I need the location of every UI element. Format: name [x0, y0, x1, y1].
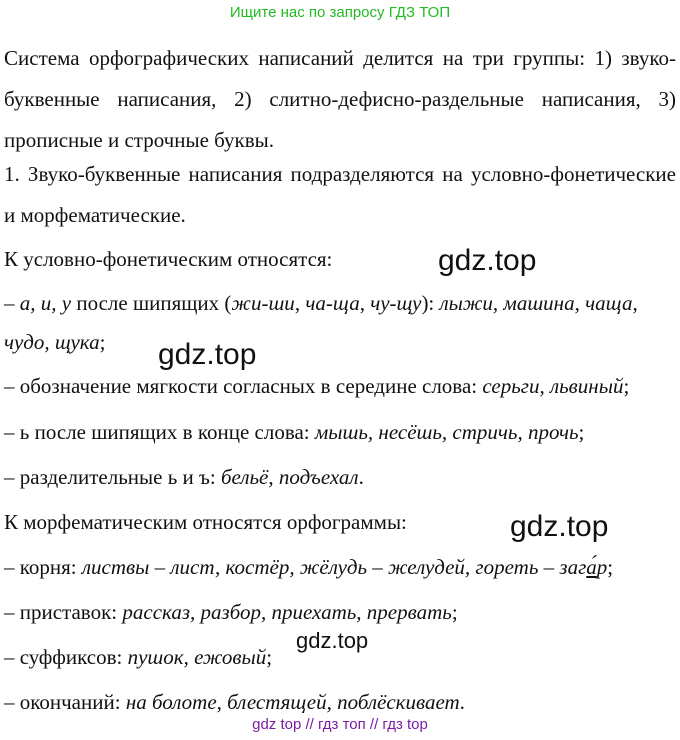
- footer-link[interactable]: gdz top // гдз топ // гдз top: [252, 716, 428, 733]
- letters: а, и, у: [19, 291, 72, 315]
- words: мышь, несёшь, стричь, прочь: [314, 420, 579, 444]
- example: жи-ши: [231, 291, 295, 315]
- list-item-soft-sign: [4, 419, 676, 445]
- text: – приставок:: [4, 600, 123, 624]
- phonetic-heading: К условно-фонетическим относятся:: [4, 247, 333, 271]
- words: бельё, подъехал: [220, 465, 359, 489]
- list-item-separating: [4, 464, 676, 490]
- punctuation: ;: [623, 374, 630, 398]
- text: после шипящих (: [71, 291, 232, 315]
- list-item-root: [4, 554, 676, 580]
- words: р: [596, 555, 608, 579]
- point-one-paragraph: 1. Звуко-буквенные написания подразделяются на условно-фонетические и морфематические.: [4, 162, 676, 227]
- punctuation: ;: [451, 600, 458, 624]
- words: серьги, львиный: [482, 374, 624, 398]
- letters: ь и ъ: [167, 465, 210, 489]
- dash: –: [4, 420, 20, 444]
- watermark: gdz.top: [510, 510, 609, 543]
- words: на болоте, блестящей, поблёскивает: [125, 690, 460, 714]
- text: – корня:: [4, 555, 82, 579]
- words: рассказ, разбор, приехать, прервать: [122, 600, 452, 624]
- text: ):: [421, 291, 440, 315]
- words: лыжи, машина, чаща,: [439, 291, 638, 315]
- intro-paragraph: Система орфографических написаний делится на три группы: 1) звуко-буквенные написания, 2) слитно-дефисно-раздельные написания, 3) прописные и строчные буквы.: [4, 46, 676, 152]
- list-item-prefix: [4, 599, 676, 625]
- example: чу-щу: [370, 291, 422, 315]
- punctuation: .: [358, 465, 364, 489]
- dash: –: [4, 291, 20, 315]
- example: ча-ща: [305, 291, 360, 315]
- words: чудо, щука: [4, 330, 100, 354]
- watermark: gdz.top: [158, 338, 257, 371]
- list-item-vowels: [4, 290, 676, 316]
- watermark: gdz.top: [438, 244, 537, 277]
- text: – суффиксов:: [4, 645, 128, 669]
- separator: ,: [294, 291, 306, 315]
- punctuation: ;: [578, 420, 585, 444]
- separator: ,: [359, 291, 371, 315]
- words: листвы – лист, костёр, жёлудь – желудей, гореть – заг: [81, 555, 587, 579]
- list-item-softness: [4, 373, 676, 399]
- morphematic-heading: К морфематическим относятся орфограммы:: [4, 510, 407, 534]
- punctuation: ;: [266, 645, 273, 669]
- punctuation: :: [209, 465, 221, 489]
- list-item-vowels-cont: [4, 329, 676, 355]
- text: после шипящих в конце слова:: [29, 420, 315, 444]
- words: пушок, ежовый: [127, 645, 267, 669]
- letter: ь: [19, 420, 30, 444]
- text: – разделительные: [4, 465, 168, 489]
- punctuation: .: [459, 690, 465, 714]
- accented-letter: а́: [586, 555, 597, 579]
- text: – окончаний:: [4, 690, 126, 714]
- list-item-ending: [4, 689, 676, 715]
- punctuation: ;: [99, 330, 106, 354]
- punctuation: ;: [607, 555, 614, 579]
- text: – обозначение мягкости согласных в середине слова:: [4, 374, 483, 398]
- header-link[interactable]: Ищите нас по запросу ГДЗ ТОП: [229, 4, 451, 21]
- watermark: gdz.top: [296, 628, 369, 653]
